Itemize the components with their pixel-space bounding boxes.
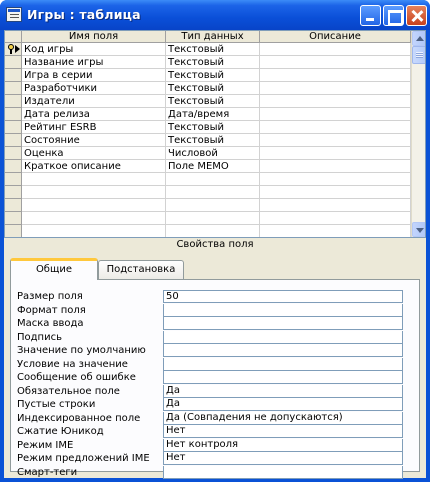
data-type-cell[interactable] <box>166 173 260 186</box>
property-value-field[interactable]: Да <box>163 385 403 398</box>
data-type-cell[interactable] <box>166 212 260 225</box>
description-cell[interactable] <box>260 186 411 199</box>
column-header-type[interactable]: Тип данных <box>166 31 260 43</box>
property-row <box>17 304 403 317</box>
property-label: Формат поля <box>17 304 86 316</box>
property-value-field[interactable] <box>163 371 403 384</box>
description-cell[interactable] <box>260 69 411 82</box>
window-title: Игры : таблица <box>27 7 141 22</box>
row-selector[interactable] <box>5 82 22 95</box>
description-cell[interactable] <box>260 225 411 238</box>
row-selector[interactable] <box>5 186 22 199</box>
table-icon[interactable] <box>6 7 22 22</box>
field-name-cell[interactable] <box>22 199 166 212</box>
property-row <box>17 425 403 438</box>
table-row[interactable] <box>5 173 411 186</box>
selector-header <box>5 31 22 43</box>
property-row <box>17 344 403 357</box>
description-cell[interactable] <box>260 108 411 121</box>
table-row[interactable] <box>5 160 411 173</box>
data-type-cell[interactable] <box>166 199 260 212</box>
property-row <box>17 398 403 411</box>
field-name-cell[interactable]: Дата релиза <box>22 108 166 121</box>
description-cell[interactable] <box>260 173 411 186</box>
column-header-description[interactable]: Описание <box>260 31 411 43</box>
data-type-cell[interactable]: Текстовый <box>166 56 260 69</box>
field-name-cell[interactable] <box>22 212 166 225</box>
data-type-cell[interactable]: Текстовый <box>166 43 260 56</box>
data-type-cell[interactable]: Поле MEMO <box>166 160 260 173</box>
property-value-field[interactable]: Нет <box>163 425 403 438</box>
field-name-cell[interactable]: Состояние <box>22 134 166 147</box>
property-value-field[interactable] <box>163 331 403 344</box>
description-cell[interactable] <box>260 160 411 173</box>
property-label: Режим предложений IME <box>17 453 150 464</box>
row-selector[interactable] <box>5 199 22 212</box>
property-label: Смарт-теги <box>17 466 78 478</box>
description-cell[interactable] <box>260 82 411 95</box>
table-row[interactable] <box>5 56 411 69</box>
row-selector[interactable] <box>5 43 22 56</box>
property-label: Индексированное поле <box>17 412 141 424</box>
data-type-cell[interactable] <box>166 225 260 238</box>
property-row <box>17 331 403 344</box>
description-cell[interactable] <box>260 147 411 160</box>
tab-general[interactable]: Общие <box>10 258 98 280</box>
property-row <box>17 412 403 425</box>
property-label: Режим IME <box>17 439 74 451</box>
row-selector[interactable] <box>5 56 22 69</box>
description-cell[interactable] <box>260 134 411 147</box>
property-label: Обязательное поле <box>17 385 120 397</box>
row-selector[interactable] <box>5 134 22 147</box>
description-cell[interactable] <box>260 95 411 108</box>
column-header-name[interactable]: Имя поля <box>22 31 166 43</box>
title-bar[interactable] <box>0 0 430 30</box>
property-row <box>17 452 403 465</box>
vertical-scrollbar[interactable] <box>411 31 426 237</box>
row-selector[interactable] <box>5 108 22 121</box>
field-name-cell[interactable] <box>22 186 166 199</box>
close-button[interactable] <box>406 5 427 26</box>
field-properties-title: Свойства поля <box>176 239 254 250</box>
table-row[interactable] <box>5 121 411 134</box>
table-row[interactable] <box>5 82 411 95</box>
row-selector[interactable] <box>5 69 22 82</box>
table-row[interactable] <box>5 134 411 147</box>
description-cell[interactable] <box>260 199 411 212</box>
property-label: Сжатие Юникод <box>17 426 104 437</box>
property-row <box>17 371 403 384</box>
properties-panel <box>10 279 420 478</box>
table-row[interactable] <box>5 95 411 108</box>
field-name-cell[interactable]: Игра в серии <box>22 69 166 82</box>
current-row-icon <box>15 45 20 53</box>
field-name-cell[interactable]: Краткое описание <box>22 160 166 173</box>
property-label: Сообщение об ошибке <box>17 372 136 383</box>
field-name-cell[interactable] <box>22 225 166 238</box>
property-label: Значение по умолчанию <box>17 345 146 356</box>
table-row[interactable] <box>5 147 411 160</box>
property-row <box>17 317 403 330</box>
data-type-cell[interactable] <box>166 186 260 199</box>
property-row <box>17 290 403 303</box>
table-row[interactable] <box>5 43 411 56</box>
scroll-thumb[interactable] <box>412 46 426 64</box>
property-value-field[interactable] <box>163 317 403 330</box>
description-cell[interactable] <box>260 56 411 69</box>
data-type-cell[interactable]: Текстовый <box>166 69 260 82</box>
data-type-cell[interactable]: Дата/время <box>166 108 260 121</box>
property-value-field[interactable]: 50 <box>163 290 403 303</box>
property-row <box>17 439 403 452</box>
field-name-cell[interactable]: Код игры <box>22 43 166 56</box>
table-row[interactable] <box>5 225 411 238</box>
tab-lookup[interactable]: Подстановка <box>98 260 184 279</box>
description-cell[interactable] <box>260 212 411 225</box>
property-row <box>17 358 403 371</box>
maximize-button[interactable] <box>383 5 404 26</box>
data-type-cell[interactable]: Текстовый <box>166 121 260 134</box>
property-label: Условие на значение <box>17 358 128 370</box>
field-name-cell[interactable]: Разработчики <box>22 82 166 95</box>
row-selector[interactable] <box>5 95 22 108</box>
property-label: Размер поля <box>17 291 83 302</box>
property-label: Пустые строки <box>17 399 96 410</box>
scroll-up-button[interactable] <box>412 31 426 46</box>
data-type-cell[interactable]: Текстовый <box>166 134 260 147</box>
property-value-field[interactable] <box>163 304 403 317</box>
property-label: Подпись <box>17 331 62 343</box>
property-value-field[interactable]: Да <box>163 398 403 411</box>
primary-key-icon <box>8 44 14 50</box>
property-value-field[interactable] <box>163 358 403 371</box>
field-name-cell[interactable]: Издатели <box>22 95 166 108</box>
property-label: Маска ввода <box>17 318 84 329</box>
property-value-field[interactable] <box>163 466 403 479</box>
window-client <box>4 30 426 478</box>
row-selector[interactable] <box>5 147 22 160</box>
row-selector[interactable] <box>5 212 22 225</box>
property-value-field[interactable]: Нет контроля <box>163 439 403 452</box>
field-name-cell[interactable]: Название игры <box>22 56 166 69</box>
table-row[interactable] <box>5 108 411 121</box>
property-value-field[interactable]: Нет <box>163 452 403 465</box>
table-row[interactable] <box>5 69 411 82</box>
property-row <box>17 385 403 398</box>
property-row <box>17 466 403 479</box>
description-cell[interactable] <box>260 121 411 134</box>
field-grid <box>4 30 426 238</box>
description-cell[interactable] <box>260 43 411 56</box>
scroll-down-button[interactable] <box>412 222 426 237</box>
table-row[interactable] <box>5 186 411 199</box>
data-type-cell[interactable]: Числовой <box>166 147 260 160</box>
data-type-cell[interactable]: Текстовый <box>166 95 260 108</box>
row-selector[interactable] <box>5 173 22 186</box>
property-value-field[interactable] <box>163 344 403 357</box>
field-name-cell[interactable] <box>22 173 166 186</box>
data-type-cell[interactable]: Текстовый <box>166 82 260 95</box>
grid-header <box>5 31 411 43</box>
row-selector[interactable] <box>5 225 22 238</box>
row-selector[interactable] <box>5 121 22 134</box>
minimize-button[interactable] <box>360 5 381 26</box>
property-value-field[interactable]: Да (Совпадения не допускаются) <box>163 412 403 425</box>
field-name-cell[interactable]: Оценка <box>22 147 166 160</box>
table-row[interactable] <box>5 212 411 225</box>
field-name-cell[interactable]: Рейтинг ESRB <box>22 121 166 134</box>
table-row[interactable] <box>5 199 411 212</box>
row-selector[interactable] <box>5 160 22 173</box>
